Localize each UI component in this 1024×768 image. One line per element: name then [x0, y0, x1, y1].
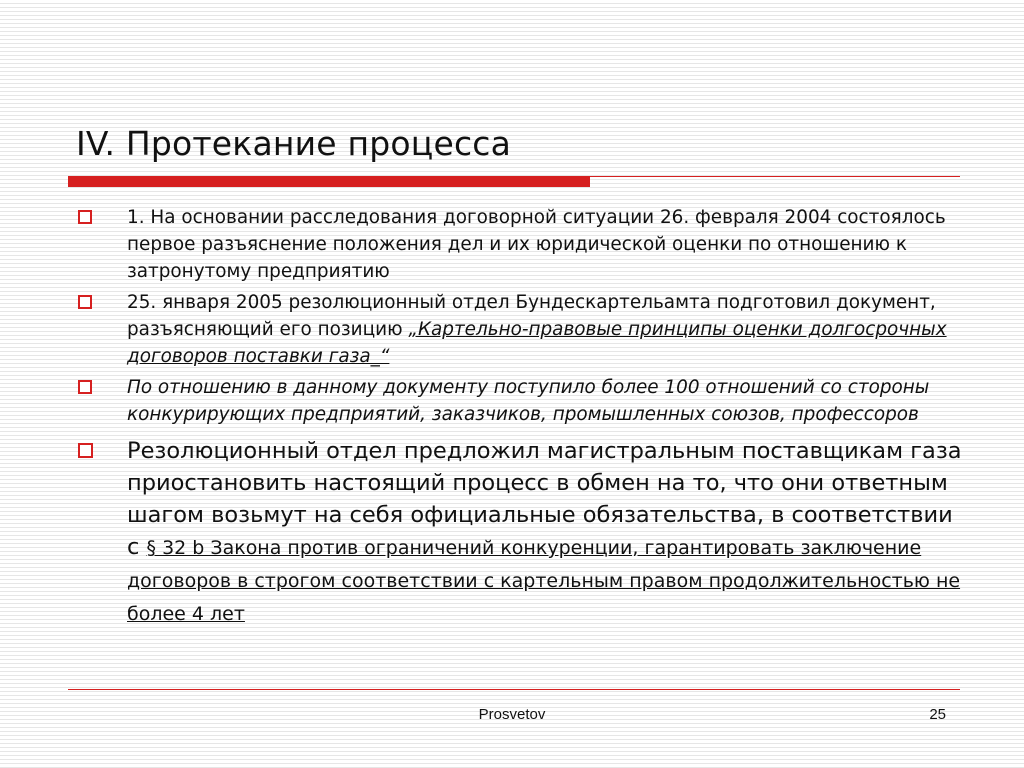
- bullet-item-1: [76, 204, 966, 285]
- footer-divider: [68, 689, 960, 690]
- bullet-text: 1. На основании расследования договорной ситуации 26. февраля 2004 состоялось первое разъяснение положения дел и их юридической оценки по отношению к затронутому предприятию: [127, 207, 946, 282]
- page-number: 25: [929, 706, 946, 723]
- square-bullet-icon: [78, 380, 92, 394]
- law-reference-link[interactable]: § 32 b Закона против ограничений конкуренции, гарантировать заключение договоров в строгом соответствии с картельным правом продолжительностью не более 4 лет: [127, 537, 961, 625]
- square-bullet-icon: [78, 295, 92, 309]
- document-title-link[interactable]: „Картельно-правовые принципы оценки долгосрочных договоров поставки газа_“: [127, 319, 947, 367]
- bullet-text: 25. января 2005 резолюционный отдел Бундескартельамта подготовил документ, разъясняющий его позицию: [127, 292, 936, 340]
- bullet-item-3: [76, 374, 966, 428]
- title-underline-thin: [590, 176, 960, 177]
- bullet-text: По отношению в данному документу поступило более 100 отношений со стороны конкурирующих предприятий, заказчиков, промышленных союзов, профессоров: [127, 377, 930, 425]
- footer-author: Prosvetov: [478, 706, 546, 723]
- bullet-item-4: [76, 435, 966, 630]
- bullet-item-2: [76, 289, 966, 370]
- slide-title: IV. Протекание процесса: [76, 124, 512, 163]
- title-underline-thick: [68, 176, 590, 187]
- square-bullet-icon: [78, 443, 93, 458]
- square-bullet-icon: [78, 210, 92, 224]
- bullet-text: Резолюционный отдел предложил магистральным поставщикам газа приостановить настоящий процесс в обмен на то, что они ответным шагом возьмут на себя официальные обязательства, в соответствии с: [127, 438, 962, 560]
- bullet-list: [76, 204, 966, 630]
